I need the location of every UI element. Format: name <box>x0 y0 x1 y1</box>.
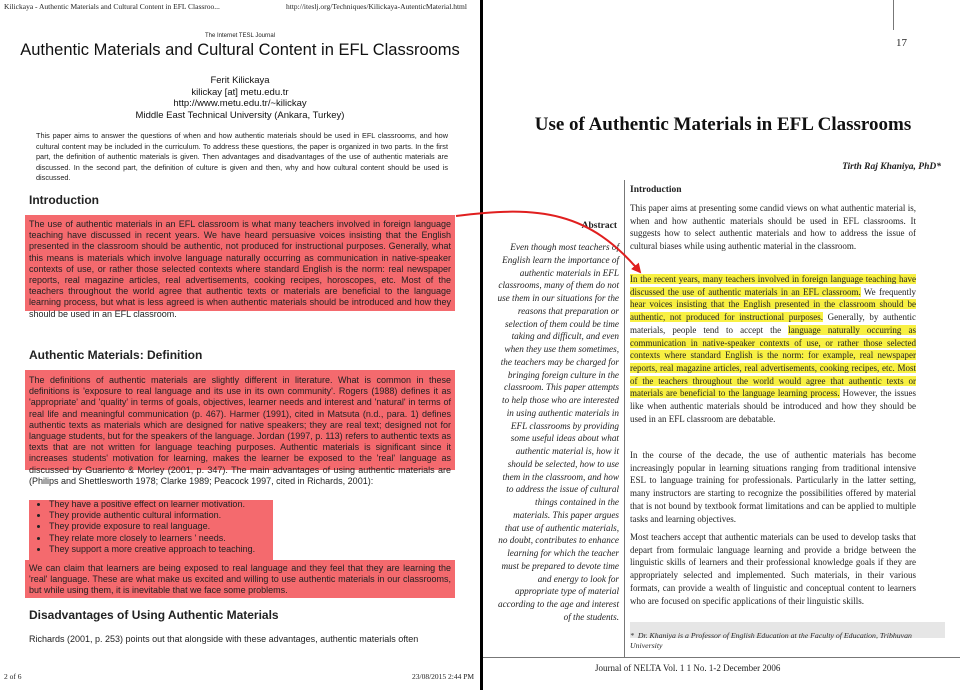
author-footnote <box>630 631 930 651</box>
footnote-text: Dr. Khaniya is a Professor of English Education at the Faculty of Education, Tribhuvan University <box>630 631 912 650</box>
list-item: • They support a more creative approach to teaching. <box>49 544 294 555</box>
right-document-page <box>483 0 960 690</box>
print-footer-date: 23/08/2015 2:44 PM <box>412 672 475 681</box>
yellow-highlight: hear voices insisting that the English presented in the classroom should be authentic, not produced for instructional purposes. <box>630 299 916 323</box>
left-author-url: http://www.metu.edu.tr/~kilickay <box>173 98 307 109</box>
left-author-affiliation: Middle East Technical University (Ankara, Turkey) <box>135 109 345 121</box>
left-definition-rest: by Guariento & Morley (2001, p. 347). The main advantages of using authentic materials are (Philips and Shettlesworth 1978; Clarke 1989; Peacock 1997, cited in Richards, 2001): <box>29 464 451 486</box>
left-article-title: Authentic Materials and Cultural Content in EFL Classrooms <box>20 41 460 59</box>
right-abstract-heading: Abstract <box>581 221 617 231</box>
left-abstract: This paper aims to answer the questions of when and how authentic materials should be used in EFL classrooms, and how cultural content may be included in the curriculum. To address these questions, the paper is organized in two parts. In the first part, the definition of authentic materials is given. Then advantages and disadvantages of the use of authentic materials are discussed. In the second part, the definition of culture is given and then, why and how cultural content should be used is discussed. <box>36 131 448 182</box>
right-intro-heading: Introduction <box>630 185 682 195</box>
right-paragraph-tasks: Most teachers accept that authentic materials can be used to develop tasks that depart from formulaic language learning and provide a bridge between the linguistic skills of learners and their professional knowledge goals if they are appropriately selected and implemented. Such materials, in their various formats, can provide a wealth of linguistic and conceptual content to learners who are focused on specific applications of their linguistic skills. <box>630 532 916 606</box>
footnote-mark: * <box>630 631 634 640</box>
journal-name: The Internet TESL Journal <box>204 33 276 39</box>
journal-footer: Journal of NELTA Vol. 1 1 No. 1-2 December 2006 <box>595 663 781 673</box>
list-item: • They provide exposure to real language. <box>49 521 294 532</box>
page-number: 17 <box>896 37 907 49</box>
left-intro-rest: but what is less agreed is when authentic materials should be introduced and how they should be used in an EFL classroom. <box>29 297 451 319</box>
left-claim-paragraph: We can claim that learners are being exposed to real language and they feel that they are learning the 'real' language. These are what make us excited and willing to use authentic materials in our classrooms, but while using them, it is inevitable that we face some problems. <box>29 563 451 596</box>
left-definition-paragraph <box>29 375 451 487</box>
left-disadvantages-heading: Disadvantages of Using Authentic Materials <box>29 608 279 622</box>
left-intro-heading: Introduction <box>29 193 99 207</box>
right-intro-paragraph: This paper aims at presenting some candid views on what authentic material is, when and how authentic materials should be used in EFL classrooms. It suggests how to select authentic materials and how to address the issue of cultural biases while using authentic material in the classroom. <box>630 203 916 252</box>
right-abstract-text: Even though most teachers of English learn the importance of authentic materials in EFL classrooms, many of them do not use them in our situations for the reasons that preparation or selection of them could be time taking and difficult, and even when they use them sometimes, the teachers may be charged for bringing foreign culture in the classroom. This paper attempts to help those who are interested in using authentic materials in EFL classrooms by providing some useful ideas about what authentic material is, how it should be selected, how to use them in the classroom, and how to address the issue of cultural things contained in the materials. This paper argues that use of authentic materials, no doubt, contributes to enhance learning for which the teacher must be prepared to devote time and energy to look for appropriate type of material according to the age and interest of the students. <box>497 242 619 622</box>
left-disadvantages-text: Richards (2001, p. 253) points out that alongside with these advantages, authentic materials often <box>29 634 419 644</box>
print-header-title: Kilickaya - Authentic Materials and Cultural Content in EFL Classroo... <box>4 2 220 11</box>
left-intro-paragraph <box>29 219 451 320</box>
paragraph-text: We frequently <box>860 286 916 297</box>
left-author-name: Ferit Kilickaya <box>210 75 270 86</box>
top-rule <box>893 0 894 30</box>
yellow-highlight: language naturally occurring as communication in native-speaker contexts of use, or rather those selected contexts where standard English is the norm: for example, real newspaper reports, real magazine articles, real advertisements, cooking recipes, etc. Most of the teachers throughout the world would agree that authentic texts or materials are beneficial to the language learning process. <box>630 324 916 399</box>
column-rule <box>624 180 625 658</box>
left-definition-heading: Authentic Materials: Definition <box>29 348 203 362</box>
paragraph-text: Generally, by authentic materials, people tend to accept the <box>630 312 916 335</box>
left-author-email: kilickay [at] metu.edu.tr <box>191 86 289 98</box>
advantages-list <box>29 499 294 555</box>
print-header-url: http://iteslj.org/Techniques/Kilickaya-AutenticMaterial.html <box>286 2 467 11</box>
print-footer-page: 2 of 6 <box>4 672 22 681</box>
left-definition-highlighted: The definitions of authentic materials are slightly different in literature. What is common in these definitions is 'exposure to real language and its use in its own community'. Rogers (1988) defines it as 'appropriate' and 'quality' in terms of goals, objectives, learner needs and interest and 'natural' in terms of real life and meaningful communication (p. 467). Harmer (1991), cited in Matsuta (n.d., para. 1) defines authentic texts as materials which are designed for native speakers; they are real text; designed not for language students, but for the speakers of the language. Jordan (1997, p. 113) refers to authentic texts as texts that are not written for language teaching purposes. Authentic materials is significant since it increases students' motivation for learning, makes the learner be exposed to the 'real' language as discussed <box>29 375 451 475</box>
yellow-highlight: In the recent years, many teachers involved in foreign language teaching have discussed the use of authentic materials in an EFL classroom. <box>630 274 916 297</box>
paragraph-text: However, the issues like when authentic materials should be introduced and how they should be used in an EFL classroom are debatable. <box>630 388 916 424</box>
list-item: • They have a positive effect on learner motivation. <box>49 499 294 510</box>
right-article-title: Use of Authentic Materials in EFL Classrooms <box>534 114 912 135</box>
right-author: Tirth Raj Khaniya, PhD* <box>842 162 941 172</box>
left-author-block <box>0 75 480 121</box>
right-paragraph-decade: In the course of the decade, the use of authentic materials has become increasingly popular in learning situations ranging from traditional intensive ESL to language training for professionals. Particularly in the latter setting, many instructors are starting to recognize the possibilities offered by material that is not bound by textbook format limitations and can be applied to multiple tasks and learning objectives. <box>630 450 916 524</box>
left-intro-highlighted: The use of authentic materials in an EFL classroom is what many teachers involved in foreign language teaching have discussed in recent years. We have heard persuasive voices insisting that the English presented in the classroom should be authentic, not produced for instructional purposes. Generally, what this means is materials which involve language naturally occurring as communication in native-speaker contexts of use, or rather those selected contexts where standard English is the norm: real newspaper reports, real magazine articles, real advertisements, cooking recipes, horoscopes, etc. Most of the teachers throughout the world agree that authentic texts or materials are beneficial to the language learning process, <box>29 219 451 308</box>
right-highlighted-paragraph <box>630 273 916 425</box>
list-item: • They relate more closely to learners ' needs. <box>49 533 294 544</box>
list-item: • They provide authentic cultural information. <box>49 510 294 521</box>
bottom-rule <box>483 657 960 658</box>
